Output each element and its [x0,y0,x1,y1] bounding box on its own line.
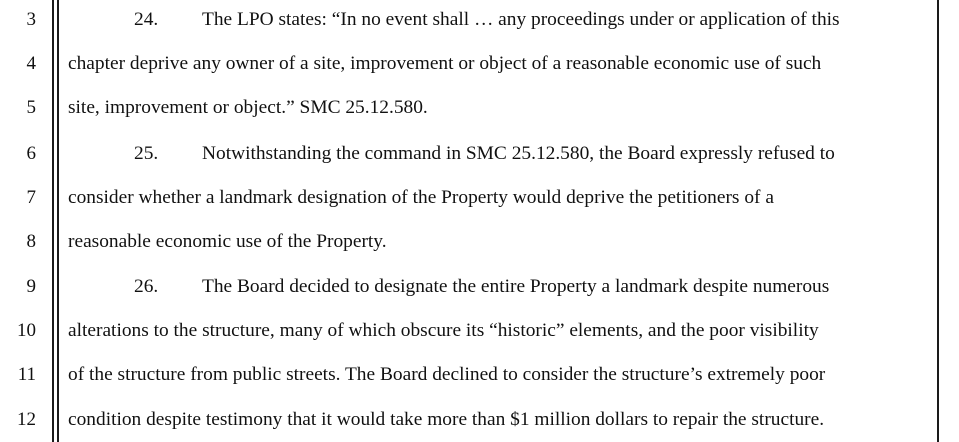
line-number: 6 [26,143,36,164]
margin-rule-left-inner [57,0,59,442]
paragraph-number: 25. [134,143,159,164]
line-number: 7 [26,187,36,208]
line-number: 11 [17,364,36,385]
paragraph-line: alterations to the structure, many of which obscure its “historic” elements, and the poor visibility [68,320,819,341]
margin-rule-left-outer [52,0,54,442]
line-number: 3 [26,9,36,30]
paragraph-line: chapter deprive any owner of a site, improvement or object of a reasonable economic use of such [68,53,822,74]
paragraph-first-line: The Board decided to designate the entire Property a landmark despite numerous [202,276,830,297]
line-number: 5 [26,97,36,118]
line-number: 8 [26,231,36,252]
paragraph-line: site, improvement or object.” SMC 25.12.580. [68,97,428,118]
paragraph-line: of the structure from public streets. The Board declined to consider the structure’s extremely poor [68,364,826,385]
margin-rule-right [937,0,939,442]
paragraph-number: 24. [134,9,159,30]
paragraph-first-line: The LPO states: “In no event shall … any proceedings under or application of this [202,9,840,30]
paragraph-line: condition despite testimony that it would take more than $1 million dollars to repair the structure. [68,409,825,430]
line-number: 12 [17,409,36,430]
line-number: 9 [26,276,36,297]
paragraph-line: reasonable economic use of the Property. [68,231,387,252]
line-number: 10 [17,320,36,341]
paragraph-line: consider whether a landmark designation of the Property would deprive the petitioners of a [68,187,774,208]
line-number: 4 [26,53,36,74]
paragraph-first-line: Notwithstanding the command in SMC 25.12.580, the Board expressly refused to [202,143,835,164]
paragraph-number: 26. [134,276,159,297]
